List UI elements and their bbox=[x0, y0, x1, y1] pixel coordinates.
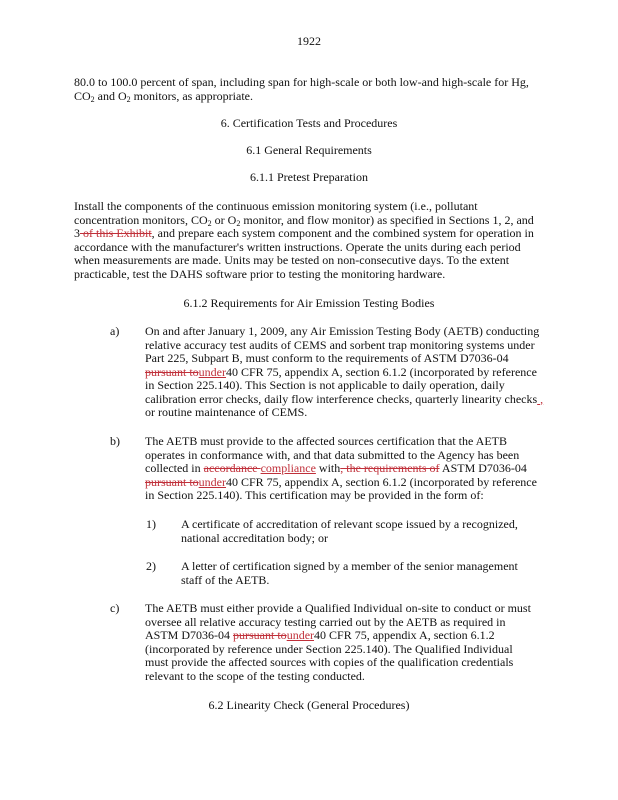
list-item-text: The AETB must either provide a Qualified Individual on-site to conduct or must oversee all relative accuracy testing carried out by the AETB as required in ASTM D7036-04 pursuant tounder40 CFR 75, appendix A, section 6.1.2 (incorporated by reference under Section 225.140). The Qualified Individual must provide the affected sources with copies of the qualification credentials relevant to the scope of the testing conducted. bbox=[145, 601, 531, 683]
pretest-line: 3 of this Exhibit, and prepare each system component and the combined system for operation in bbox=[74, 226, 534, 240]
list-item-text: The AETB must provide to the affected sources certification that the AETB operates in conformance with, and that data submitted to the Agency has been collected in accordance compliance with, the requirements of ASTM D7036-04 pursuant tounder40 CFR 75, appendix A, section 6.1.2 (incorporated by reference in Section 225.140). This certification may be provided in the form of: bbox=[145, 434, 537, 502]
intro-paragraph bbox=[74, 76, 544, 103]
heading-6: 6. Certification Tests and Procedures bbox=[220, 116, 398, 130]
pretest-line: practicable, test the DAHS software prior to testing the monitoring hardware. bbox=[74, 266, 446, 281]
inserted-text: compliance bbox=[260, 461, 316, 475]
list-marker: b) bbox=[110, 434, 120, 448]
pretest-line: Install the components of the continuous emission monitoring system (i.e., pollutant bbox=[74, 199, 478, 213]
inserted-text: , bbox=[537, 391, 544, 406]
list-marker: c) bbox=[110, 601, 120, 615]
inserted-text: under bbox=[286, 628, 315, 642]
list-marker: a) bbox=[110, 324, 120, 338]
sub-item-text: A letter of certification signed by a member of the senior management staff of the AETB. bbox=[181, 559, 518, 587]
inserted-text: under bbox=[198, 364, 226, 379]
sub-item-text: A certificate of accreditation of relevant scope issued by a recognized, national accreditation body; or bbox=[181, 517, 518, 545]
heading-6-2: 6.2 Linearity Check (General Procedures) bbox=[208, 698, 410, 712]
heading-6-1-1: 6.1.1 Pretest Preparation bbox=[250, 170, 368, 184]
list-marker: 1) bbox=[146, 517, 156, 531]
pretest-line: accordance with the manufacturer's written instructions. Operate the units during each period bbox=[74, 239, 521, 254]
pretest-line: when measurements are made. Units may be tested on non-consecutive days. To the extent bbox=[74, 253, 510, 267]
deleted-text: pursuant to bbox=[145, 474, 199, 489]
heading-6-1: 6.1 General Requirements bbox=[246, 143, 372, 157]
intro-line: $CO_2$ and $O_2$ monitors, as appropriate. bbox=[74, 88, 253, 104]
deleted-text: , the requirements of bbox=[340, 461, 440, 475]
list-item-text: On and after January 1, 2009, any Air Emission Testing Body (AETB) conducting relative accuracy test audits of CEMS and sorbent trap monitoring systems under Part 225, Subpart B, must conform to the requirements of ASTM D7036-04 pursuant tounder40 CFR 75, appendix A, section 6.1.2 (incorporated by reference in Section 225.140). This Section is not applicable to daily operation, daily calibration error checks, daily flow interference checks, quarterly linearity checks , or routine maintenance of CEMS. bbox=[145, 324, 544, 419]
deleted-text: accordance bbox=[203, 461, 261, 475]
pretest-line: concentration monitors, $CO_2$ or $O_2$ monitor, and flow monitor) as specified in Sections 1, 2, and bbox=[74, 212, 534, 228]
intro-line: 80.0 to 100.0 percent of span, including span for high-scale or both low-and high-scale for Hg, bbox=[74, 75, 529, 89]
deleted-text: of this Exhibit bbox=[80, 226, 152, 240]
pretest-paragraph bbox=[74, 200, 544, 281]
list-marker: 2) bbox=[146, 559, 156, 573]
inserted-text: under bbox=[198, 474, 226, 489]
deleted-text: pursuant to bbox=[233, 628, 287, 642]
heading-6-1-2: 6.1.2 Requirements for Air Emission Testing Bodies bbox=[183, 296, 435, 310]
deleted-text: pursuant to bbox=[145, 364, 199, 379]
page-number: 1922 bbox=[297, 34, 321, 48]
